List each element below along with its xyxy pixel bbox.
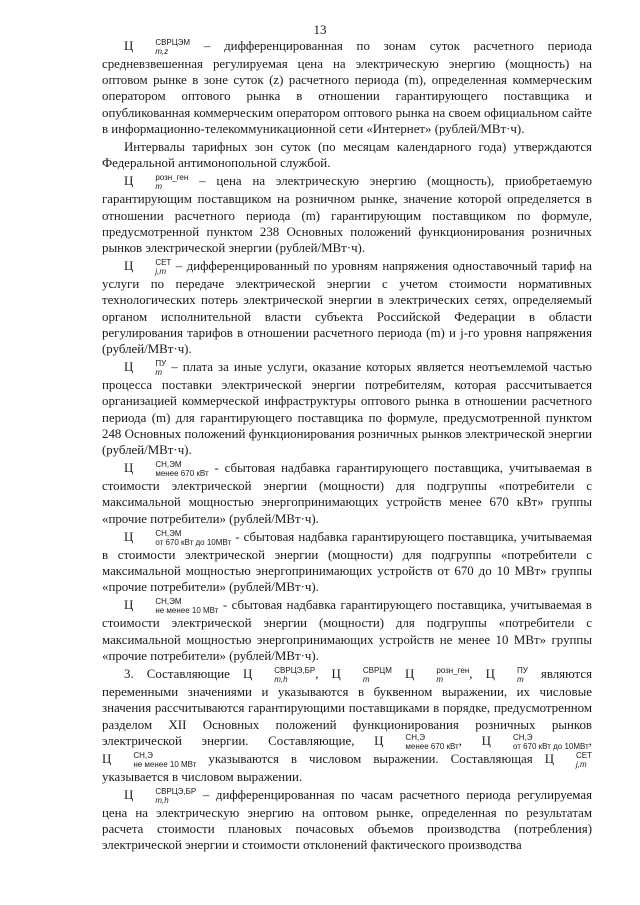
symbol-pu-2: Ц ПУ m [485, 666, 528, 685]
symbol-sn-em-less-670: Ц СН,ЭМ менее 670 кВт [124, 460, 209, 479]
symbol-svrtse-br: Ц СВРЦЭ,БР m,h [242, 666, 316, 685]
symbol-set-2: Ц СЕТ j,m [544, 750, 592, 769]
page-number: 13 [313, 22, 327, 37]
symbol-set: Ц СЕТ j,m [124, 258, 172, 277]
paragraph-svrtsem: Ц СВРЦЭМ m,z – дифференцированная по зонам суток расчетного периода средневзвешенная регулируемая цена на электрическую энергию (мощность) на оптовом рынке в зоне суток (z) расчетного периода (m), определенная коммерческим оператором оптового рынка в отношении гарантирующего поставщика и опубликованная коммерческим оператором оптового рынка на своем официальном сайте в информационно-телекоммуникационной сети «Интернет» (рублей/МВт·ч). [102, 38, 592, 136]
paragraph-sn-em-over-10: Ц СН,ЭМ не менее 10 МВт - сбытовая надбавка гарантирующего поставщика, учитываемая в стоимости электрической энергии (мощности) для подгруппы «потребители с максимальной мощностью энергопринимающих устройств не менее 10 МВт» группы «прочие потребители» (рублей/МВт·ч). [102, 597, 592, 663]
symbol-rozn-gen: Ц розн_ген m [124, 173, 189, 192]
paragraph-section-3: 3. Составляющие Ц СВРЦЭ,БР m,h , Ц СВРЦМ m Ц розн_ген m , Ц ПУ m являются переменными значениями и указываются в буквенном выражении, их числовые значения рассчитываются гарантирующими поставщиками в порядке, предусмотренном разделом XII Основных положений функционирования розничных рынков электрической энергии. Составляющие, Ц СН,Э менее 670 кВт , Ц СН,Э от 670 кВт до 10МВт , Ц СН,Э не менее 10 МВт указываются в числовом выражении. Составляющая Ц СЕТ j,m указывается в числовом выражении. [102, 666, 593, 784]
paragraph-set: Ц СЕТ j,m – дифференцированный по уровням напряжения одноставочный тариф на услуги по передаче электрической энергии с учетом стоимости нормативных технологических потерь электрической энергии в электрических сетях, определяемый органом исполнительной власти субъекта Российской Федерации в области регулирования тарифов в отношении расчетного периода (m) и j-го уровня напряжения (рублей/МВт·ч). [102, 258, 592, 357]
symbol-svrtsem: Ц СВРЦЭМ m,z [124, 38, 191, 56]
paragraph-svrtse-br: Ц СВРЦЭ,БР m,h – дифференцированная по часам расчетного периода регулируемая цена на электрическую энергию на оптовом рынке, определенная по результатам расчета стоимости плановых почасовых объемов производства (потребления) электрической энергии и стоимости отклонений фактического производства [102, 786, 592, 853]
symbol-rozn-gen-2: Ц розн_ген m [405, 666, 470, 685]
paragraph-pu: Ц ПУ m – плата за иные услуги, оказание которых является неотъемлемой частью процесса поставки электрической энергии потребителям, которая рассчитывается организацией коммерческой инфраструктуры оптового рынка в отношении расчетного периода (m) для гарантирующего поставщика по формуле, предусмотренной пунктом 248 Основных положений функционирования розничных рынков электрической энергии (рублей/МВт·ч). [102, 359, 592, 458]
symbol-sn-e-less-670: Ц СН,Э менее 670 кВт [374, 732, 459, 751]
symbol-svrtse-br-2: Ц СВРЦЭ,БР m,h [124, 786, 197, 805]
symbol-pu: Ц ПУ m [124, 359, 167, 378]
paragraph-sn-em-670-10: Ц СН,ЭМ от 670 кВт до 10МВт - сбытовая надбавка гарантирующего поставщика, учитываемая в стоимости электрической энергии (мощности) для подгруппы «потребители с максимальной мощностью энергопринимающих устройств от 670 до 10 МВт» группы «прочие потребители» (рублей/МВт·ч). [102, 528, 592, 595]
paragraph-tariff-zones: Интервалы тарифных зон суток (по месяцам календарного года) утверждаются Федеральной антимонопольной службой. [102, 140, 592, 171]
symbol-sn-em-670-10: Ц СН,ЭМ от 670 кВт до 10МВт [124, 528, 232, 547]
symbol-sn-e-670-10: Ц СН,Э от 670 кВт до 10МВт [481, 732, 589, 751]
symbol-svrtsm: Ц СВРЦМ m [331, 666, 392, 685]
symbol-sn-e-over-10: Ц СН,Э не менее 10 МВт [102, 750, 197, 769]
paragraph-sn-em-less-670: Ц СН,ЭМ менее 670 кВт - сбытовая надбавка гарантирующего поставщика, учитываемая в стоимости электрической энергии (мощности) для подгруппы «потребители с максимальной мощностью энергопринимающих устройств менее 670 кВт» группы «прочие потребители» (рублей/МВт·ч). [102, 460, 592, 526]
symbol-sn-em-over-10: Ц СН,ЭМ не менее 10 МВт [124, 597, 219, 616]
paragraph-rozn-gen: Ц розн_ген m – цена на электрическую энергию (мощность), приобретаемую гарантирующим поставщиком на розничном рынке, значение которой определяется в отношении расчетного периода (m) гарантирующим поставщиком по формуле, предусмотренной пунктом 238 Основных положений функционирования розничных рынков электрической энергии (рублей/МВт·ч). [102, 173, 592, 256]
document-body [102, 38, 592, 856]
